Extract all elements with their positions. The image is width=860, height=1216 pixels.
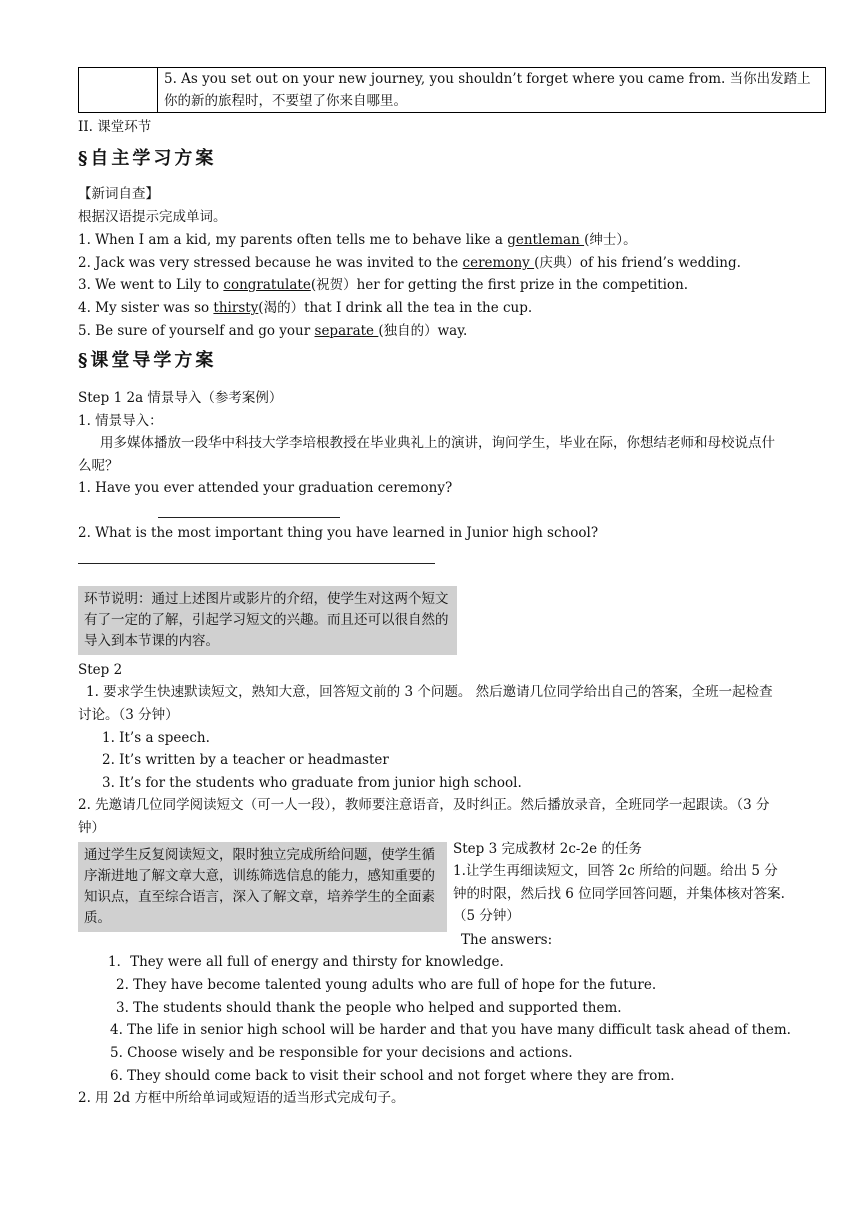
vocab-item: 4. My sister was so thirsty(渴的）that I drink all the tea in the cup. [78, 300, 533, 316]
answer-item: 1．They were all full of energy and thirsty for knowledge. [108, 954, 504, 970]
step2-answer: 1. It’s a speech. [102, 730, 210, 746]
question-1: 1. Have you ever attended your graduation ceremony? [78, 480, 453, 496]
answer-line-2 [78, 563, 435, 564]
step3-item-1: 1.让学生再细读短文，回答 2c 所给的问题。给出 5 分钟的时限，然后找 6 位同学回答问题，并集体核对答案.（5 分钟） [453, 863, 785, 924]
step1-subtitle: 1. 情景导入： [78, 413, 163, 429]
vocab-answer: thirsty [213, 300, 259, 316]
section-title: II. 课堂环节 [78, 119, 152, 135]
heading-self-study: §自主学习方案 [78, 148, 217, 169]
vocab-item: 5. Be sure of yourself and go your separate (独自的）way. [78, 323, 468, 339]
heading-class-guide: §课堂导学方案 [78, 350, 217, 371]
table-empty-cell [79, 68, 158, 113]
table-text-cell: 5. As you set out on your new journey, you shouldn’t forget where you came from. 当你出发踏上你的新的旅程时，不要望了你来自哪里。 [158, 68, 826, 113]
vocab-item: 2. Jack was very stressed because he was invited to the ceremony (庆典）of his friend’s wedding. [78, 255, 741, 271]
vocab-title: 【新词自查】 [78, 186, 159, 202]
step2-item-1: 1. 要求学生快速默读短文，熟知大意，回答短文前的 3 个问题。 然后邀请几位同学给出自己的答案，全班一起检查讨论。（3 分钟） [78, 684, 773, 723]
step1-title: Step 1 2a 情景导入（参考案例） [78, 390, 283, 406]
vocab-answer: separate [314, 323, 379, 339]
answers-label: The answers: [461, 932, 553, 948]
answer-item: 4. The life in senior high school will be harder and that you have many difficult task ahead of them. [110, 1022, 791, 1038]
step2-answer: 2. It’s written by a teacher or headmaster [102, 752, 389, 768]
note-box-1: 环节说明：通过上述图片或影片的介绍，使学生对这两个短文有了一定的了解，引起学习短文的兴趣。而且还可以很自然的导入到本节课的内容。 [78, 586, 457, 655]
answer-item: 3. The students should thank the people who helped and supported them. [116, 1000, 622, 1016]
vocab-answer: gentleman [507, 232, 585, 248]
step1-paragraph: 用多媒体播放一段华中科技大学李培根教授在毕业典礼上的演讲，询问学生，毕业在际，你想结老师和母校说点什么呢？ [78, 435, 775, 474]
step2-answer: 3. It’s for the students who graduate from junior high school. [102, 775, 522, 791]
vocab-answer: congratulate [223, 277, 311, 293]
step2-title: Step 2 [78, 662, 123, 678]
step3-item-2: 2. 用 2d 方框中所给单词或短语的适当形式完成句子。 [78, 1090, 405, 1106]
question-2: 2. What is the most important thing you have learned in Junior high school? [78, 525, 599, 541]
answer-item: 6. They should come back to visit their school and not forget where they are from. [110, 1068, 675, 1084]
answer-item: 5. Choose wisely and be responsible for your decisions and actions. [110, 1045, 573, 1061]
vocab-item: 1. When I am a kid, my parents often tells me to behave like a gentleman (绅士）。 [78, 232, 637, 248]
step3-title: Step 3 完成教材 2c-2e 的任务 [453, 841, 642, 857]
top-table [78, 67, 826, 113]
step2-item-2: 2. 先邀请几位同学阅读短文（可一人一段），教师要注意语音，及时纠正。然后播放录音，全班同学一起跟读。（3 分钟） [78, 797, 770, 836]
vocab-answer: ceremony [462, 255, 535, 271]
answer-line-1 [158, 517, 340, 518]
answer-item: 2. They have become talented young adults who are full of hope for the future. [116, 977, 657, 993]
note-box-2: 通过学生反复阅读短文，限时独立完成所给问题，使学生循序渐进地了解文章大意，训练筛选信息的能力，感知重要的知识点，直至综合语言，深入了解文章，培养学生的全面素质。 [78, 842, 447, 932]
vocab-instruction: 根据汉语提示完成单词。 [78, 209, 227, 225]
vocab-item: 3. We went to Lily to congratulate(祝贺）her for getting the first prize in the competition. [78, 277, 689, 293]
